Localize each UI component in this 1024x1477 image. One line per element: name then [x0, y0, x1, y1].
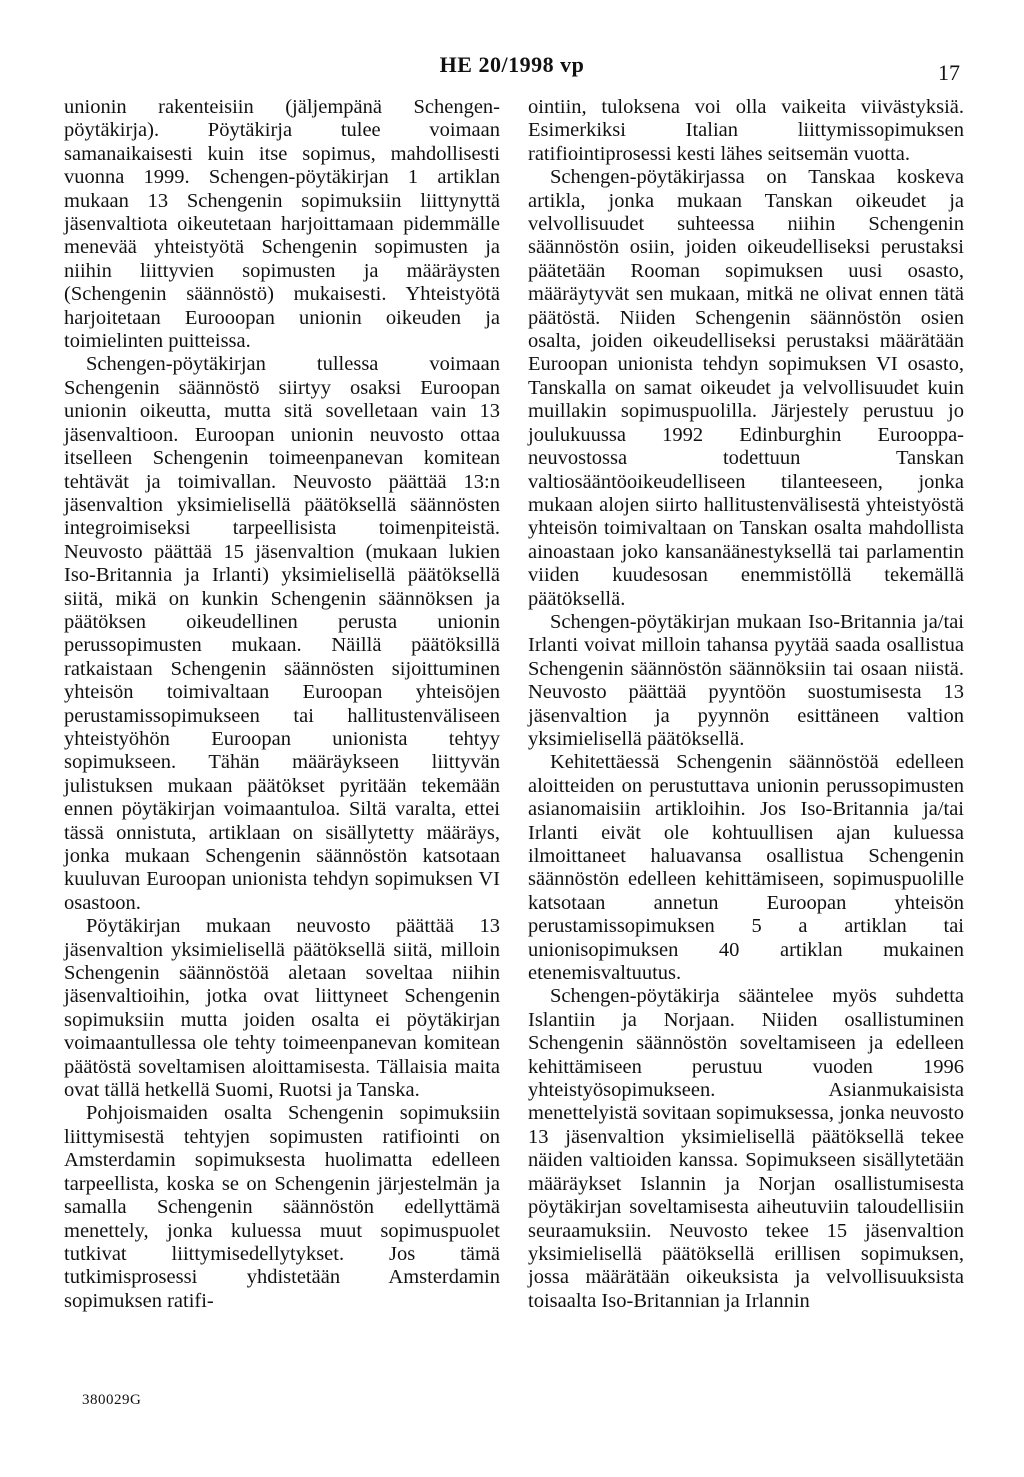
document-title: HE 20/1998 vp [439, 52, 585, 77]
paragraph: Schengen-pöytäkirjan tullessa voimaan Schengenin säännöstö siirtyy osaksi Euroopan unionin oikeutta, mutta sitä sovelletaan vain 13 jäsenvaltioon. Euroopan unionin neuvosto ottaa itselleen Schengenin toimeenpanevan komitean tehtävät ja toimivallan. Neuvosto päättää 13:n jäsenvaltion yksimielisellä päätöksellä säännösten integroimiseksi tarpeellisista toimenpiteistä. Neuvosto päättää 15 jäsenvaltion (mukaan lukien Iso-Britannia ja Irlanti) yksimielisellä päätöksellä siitä, mikä on kunkin Schengenin säännöksen ja päätöksen oikeudellinen perusta unionin perussopimusten mukaan. Näillä päätöksillä ratkaistaan Schengenin säännösten sijoittuminen yhteisön toimivaltaan Euroopan yhteisöjen perustamissopimukseen tai hallitustenväliseen yhteistyöhön Euroopan unionista tehtyy sopimukseen. Tähän määräykseen liittyvän julistuksen mukaan päätökset pyritään tekemään ennen pöytäkirjan voimaantuloa. Siltä varalta, ettei tässä onnistuta, artiklaan on sisällytetty määräys, jonka mukaan Schengenin säännöstön katsotaan kuuluvan Euroopan unionista tehdyn sopimuksen VI osastoon. [64, 353, 500, 914]
paragraph: Kehitettäessä Schengenin säännöstöä edelleen aloitteiden on perustuttava unionin perussopimusten asianomaisiin artikloihin. Jos Iso-Britannia ja/tai Irlanti eivät ole kohtuullisen ajan kuluessa ilmoittaneet haluavansa osallistua Schengenin säännöstön edelleen kehittämiseen, sopimuspuolille katsotaan annetun Euroopan yhteisön perustamissopimuksen 5 a artiklan tai unionisopimuksen 40 artiklan mukainen etenemisvaltuutus. [528, 751, 964, 985]
paragraph: Schengen-pöytäkirja sääntelee myös suhdetta Islantiin ja Norjaan. Niiden osallistuminen Schengenin säännöstön soveltamiseen ja edelleen kehittämiseen perustuu vuoden 1996 yhteistyösopimukseen. Asianmukaisista menettelyistä sovitaan sopimuksessa, jonka neuvosto 13 jäsenvaltion yksimielisellä päätöksellä tekee näiden valtioiden kanssa. Sopimukseen sisällytetään määräykset Islannin ja Norjan osallistumisesta pöytäkirjan soveltamisesta aiheutuviin taloudellisiin seuraamuksiin. Neuvosto tekee 15 jäsenvaltion yksimielisellä päätöksellä erillisen sopimuksen, jossa määrätään oikeuksista ja velvollisuuksista toisaalta Iso-Britannian ja Irlannin [528, 985, 964, 1312]
paragraph: Pohjoismaiden osalta Schengenin sopimuksiin liittymisestä tehtyjen sopimusten ratifiointi on Amsterdamin sopimuksesta huolimatta edelleen tarpeellista, koska se on Schengenin järjestelmän ja samalla Schengenin säännöstön edellyttämä menettely, jonka kuluessa muut sopimuspuolet tutkivat liittymisedellytykset. Jos tämä tutkimisprosessi yhdistetään Amsterdamin sopimuksen ratifi- [64, 1102, 500, 1312]
right-column [528, 96, 964, 1313]
document-code: 380029G [82, 1392, 142, 1408]
paragraph: unionin rakenteisiin (jäljempänä Schengen-pöytäkirja). Pöytäkirja tulee voimaan samanaikaisesti kuin itse sopimus, mahdollisesti vuonna 1999. Schengen-pöytäkirjan 1 artiklan mukaan 13 Schengenin sopimuksiin liittynyttä jäsenvaltiota oikeutetaan harjoittamaan pidemmälle menevää yhteistyötä Schengenin sopimusten ja niihin liittyvien sopimusten ja määräysten (Schengenin säännöstö) mukaisesti. Yhteistyötä harjoitetaan Eurooopan unionin oikeuden ja toimielinten puitteissa. [64, 96, 500, 353]
paragraph: ointiin, tuloksena voi olla vaikeita viivästyksiä. Esimerkiksi Italian liittymissopimuksen ratifiointiprosessi kesti lähes seitsemän vuotta. [528, 96, 964, 165]
left-column [64, 96, 500, 1313]
paragraph: Schengen-pöytäkirjan mukaan Iso-Britannia ja/tai Irlanti voivat milloin tahansa pyytää saada osallistua Schengenin säännöstön säännöksiin tai osaan niistä. Neuvosto päättää pyyntöön suostumisesta 13 jäsenvaltion ja pyynnön esittäneen valtion yksimielisellä päätöksellä. [528, 610, 964, 750]
paragraph: Pöytäkirjan mukaan neuvosto päättää 13 jäsenvaltion yksimielisellä päätöksellä siitä, milloin Schengenin säännöstöä aletaan soveltaa niihin jäsenvaltioihin, jotka ovat liittyneet Schengenin sopimuksiin mutta joiden osalta ei pöytäkirjan voimaantullessa ole tehty toimeenpanevan komitean päätöstä soveltamisen aloittamisesta. Tällaisia maita ovat tällä hetkellä Suomi, Ruotsi ja Tanska. [64, 915, 500, 1102]
page-number: 17 [938, 60, 960, 85]
paragraph: Schengen-pöytäkirjassa on Tanskaa koskeva artikla, jonka mukaan Tanskan oikeudet ja velvollisuudet suhteessa niihin Schengenin säännöstön osiin, joiden oikeudelliseksi perustaksi päätetään Rooman sopimuksen uusi osasto, määräytyvät sen mukaan, mitkä ne olivat ennen tätä päätöstä. Niiden Schengenin säännöstön osien osalta, joiden oikeudelliseksi perustaksi määrätään Euroopan unionista tehdyn sopimuksen VI osasto, Tanskalla on samat oikeudet ja velvollisuudet kuin muillakin sopimuspuolilla. Järjestely perustuu jo joulukuussa 1992 Edinburghin Eurooppa-neuvostossa todettuun Tanskan valtiosääntöoikeudelliseen tilanteeseen, jonka mukaan alojen siirto hallitustenvälisestä yhteistyöstä yhteisön toimivaltaan on Tanskan osalta mahdollista ainoastaan joko kansanäänestyksellä tai parlamentin viiden kuudesosan enemmistöllä tekemällä päätöksellä. [528, 166, 964, 610]
